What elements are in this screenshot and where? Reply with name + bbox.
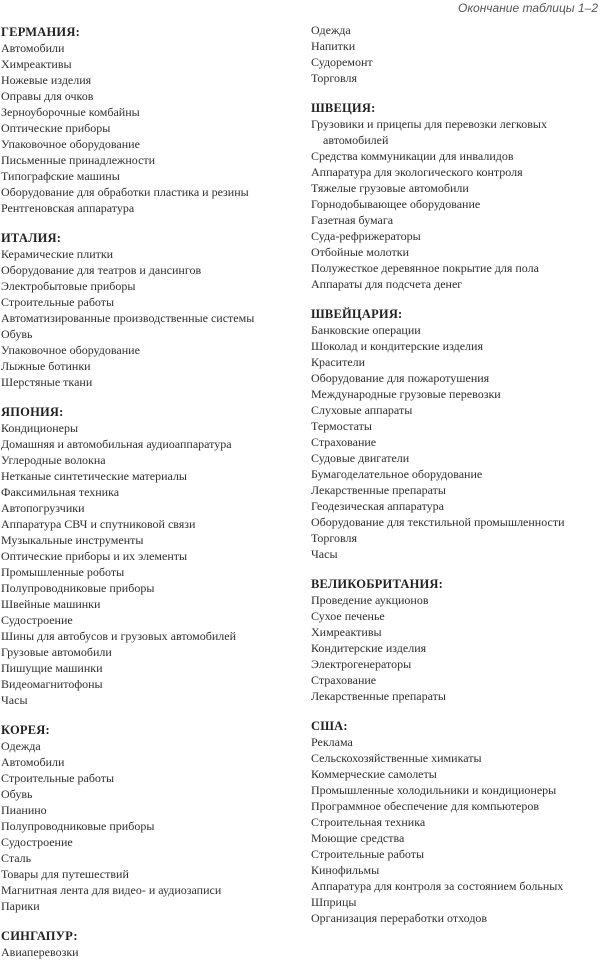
- list-item: Сталь: [1, 851, 32, 865]
- list-item: Ножевые изделия: [1, 73, 92, 87]
- country-heading: ЯПОНИЯ:: [1, 405, 64, 419]
- list-item: Нетканые синтетические материалы: [1, 469, 187, 483]
- list-item: Письменные принадлежности: [1, 153, 156, 167]
- list-item: Кондиционеры: [1, 421, 79, 435]
- list-item: Полужесткое деревянное покрытие для пола: [311, 261, 539, 275]
- list-item: Аппаратура СВЧ и спутниковой связи: [1, 517, 196, 531]
- list-item: Горнодобывающее оборудование: [311, 197, 481, 211]
- list-item: Упаковочное оборудование: [1, 343, 140, 357]
- list-item: Магнитная лента для видео- и аудиозаписи: [1, 883, 222, 897]
- left-column: [1, 24, 297, 974]
- list-item: Часы: [1, 693, 28, 707]
- list-item: Товары для путешествий: [1, 867, 129, 881]
- list-item: Аппараты для подсчета денег: [311, 277, 463, 291]
- list-item: Торговля: [311, 71, 358, 85]
- list-item: Пианино: [1, 803, 47, 817]
- list-item: Оптические приборы и их элементы: [1, 549, 188, 563]
- list-item: Керамические плитки: [1, 247, 114, 261]
- list-item: Термостаты: [311, 419, 372, 433]
- list-item: Лекарственные препараты: [311, 689, 446, 703]
- country-section: [1, 230, 297, 390]
- country-section: [311, 576, 600, 704]
- list-item: Судовые двигатели: [311, 451, 410, 465]
- list-item: Организация переработки отходов: [311, 911, 488, 925]
- list-item: Электробытовые приборы: [1, 279, 136, 293]
- list-item: Автопогрузчики: [1, 501, 85, 515]
- country-heading: ИТАЛИЯ:: [1, 231, 62, 245]
- country-section: [311, 306, 600, 562]
- list-item: Строительная техника: [311, 815, 426, 829]
- country-heading: ШВЕЙЦАРИЯ:: [311, 307, 403, 321]
- list-item: Слуховые аппараты: [311, 403, 413, 417]
- list-item: Музыкальные инструменты: [1, 533, 144, 547]
- list-item: Промышленные холодильники и кондиционеры: [311, 783, 557, 797]
- list-item: Строительные работы: [1, 295, 115, 309]
- list-item: Оптические приборы: [1, 121, 111, 135]
- list-item: Промышленные роботы: [1, 565, 125, 579]
- list-item: Средства коммуникации для инвалидов: [311, 149, 514, 163]
- list-item: Кондитерские изделия: [311, 641, 427, 655]
- list-item: Обувь: [1, 787, 33, 801]
- list-item: Оборудование для театров и дансингов: [1, 263, 202, 277]
- list-item: Красители: [311, 355, 366, 369]
- list-item: Автомобили: [1, 755, 65, 769]
- list-item: Строительные работы: [311, 847, 425, 861]
- list-item: Часы: [311, 547, 338, 561]
- country-heading: КОРЕЯ:: [1, 723, 50, 737]
- list-item: Моющие средства: [311, 831, 405, 845]
- list-item: Электрогенераторы: [311, 657, 412, 671]
- table-caption: Окончание таблицы 1–2: [458, 1, 598, 15]
- list-item: Факсимильная техника: [1, 485, 120, 499]
- country-heading: ШВЕЦИЯ:: [311, 101, 376, 115]
- country-heading: СИНГАПУР:: [1, 929, 78, 943]
- list-item: Судоремонт: [311, 55, 373, 69]
- list-item: Коммерческие самолеты: [311, 767, 437, 781]
- list-item: Страхование: [311, 435, 377, 449]
- list-item: Одежда: [1, 739, 41, 753]
- list-item: Обувь: [1, 327, 33, 341]
- country-section: [1, 928, 297, 960]
- list-item: Лыжные ботинки: [1, 359, 91, 373]
- country-section: [311, 718, 600, 926]
- right-column: [311, 22, 600, 940]
- list-item: Оборудование для текстильной промышленности: [311, 515, 565, 529]
- list-item: Отбойные молотки: [311, 245, 410, 259]
- list-item: Химреактивы: [311, 625, 382, 639]
- list-item: Страхование: [311, 673, 377, 687]
- list-item: Шерстяные ткани: [1, 375, 93, 389]
- country-heading: ГЕРМАНИЯ:: [1, 25, 80, 39]
- list-item: Геодезическая аппаратура: [311, 499, 444, 513]
- list-item: Рентгеновская аппаратура: [1, 201, 135, 215]
- list-item: Торговля: [311, 531, 358, 545]
- list-item: Парики: [1, 899, 40, 913]
- list-item: Судостроение: [1, 835, 73, 849]
- list-item: Зерноуборочные комбайны: [1, 105, 140, 119]
- country-section: [311, 100, 600, 292]
- list-item: Домашняя и автомобильная аудиоаппаратура: [1, 437, 232, 451]
- list-item: Аппаратура для контроля за состоянием больных: [311, 879, 564, 893]
- list-item: Шины для автобусов и грузовых автомобилей: [1, 629, 237, 643]
- list-item: Тяжелые грузовые автомобили: [311, 181, 469, 195]
- list-item: Одежда: [311, 23, 351, 37]
- list-item: Бумагоделательное оборудование: [311, 467, 483, 481]
- list-item: Углеродные волокна: [1, 453, 106, 467]
- country-section: [1, 24, 297, 216]
- list-item: Газетная бумага: [311, 213, 394, 227]
- list-item: Грузовые автомобили: [1, 645, 112, 659]
- list-item: Швейные машинки: [1, 597, 101, 611]
- list-item: Полупроводниковые приборы: [1, 819, 155, 833]
- list-item: Сухое печенье: [311, 609, 385, 623]
- list-item: Аппаратура для экологического контроля: [311, 165, 523, 179]
- list-item: Проведение аукционов: [311, 593, 429, 607]
- list-item: Упаковочное оборудование: [1, 137, 140, 151]
- list-item: Строительные работы: [1, 771, 115, 785]
- country-heading: США:: [311, 719, 348, 733]
- list-item: Авиаперевозки: [1, 945, 79, 959]
- list-item: Грузовики и прицепы для перевозки легковых автомобилей: [311, 117, 547, 147]
- list-item: Химреактивы: [1, 57, 72, 71]
- list-item: Видеомагнитофоны: [1, 677, 103, 691]
- list-item: Типографские машины: [1, 169, 120, 183]
- list-item: Реклама: [311, 735, 353, 749]
- list-item: Напитки: [311, 39, 356, 53]
- list-item: Шоколад и кондитерские изделия: [311, 339, 483, 353]
- country-section: [1, 404, 297, 708]
- list-item: Шприцы: [311, 895, 357, 909]
- list-item: Оправы для очков: [1, 89, 94, 103]
- country-section: [1, 722, 297, 914]
- list-item: Пишущие машинки: [1, 661, 103, 675]
- list-item: Банковские операции: [311, 323, 421, 337]
- list-item: Программное обеспечение для компьютеров: [311, 799, 540, 813]
- list-item: Кинофильмы: [311, 863, 380, 877]
- list-item: Оборудование для пожаротушения: [311, 371, 490, 385]
- list-item: Лекарственные препараты: [311, 483, 446, 497]
- country-section: [311, 22, 600, 86]
- list-item: Полупроводниковые приборы: [1, 581, 155, 595]
- list-item: Автоматизированные производственные системы: [1, 311, 255, 325]
- list-item: Сельскохозяйственные химикаты: [311, 751, 482, 765]
- list-item: Автомобили: [1, 41, 65, 55]
- list-item: Международные грузовые перевозки: [311, 387, 501, 401]
- list-item: Оборудование для обработки пластика и резины: [1, 185, 249, 199]
- list-item: Суда-рефрижераторы: [311, 229, 421, 243]
- list-item: Судостроение: [1, 613, 73, 627]
- country-heading: ВЕЛИКОБРИТАНИЯ:: [311, 577, 444, 591]
